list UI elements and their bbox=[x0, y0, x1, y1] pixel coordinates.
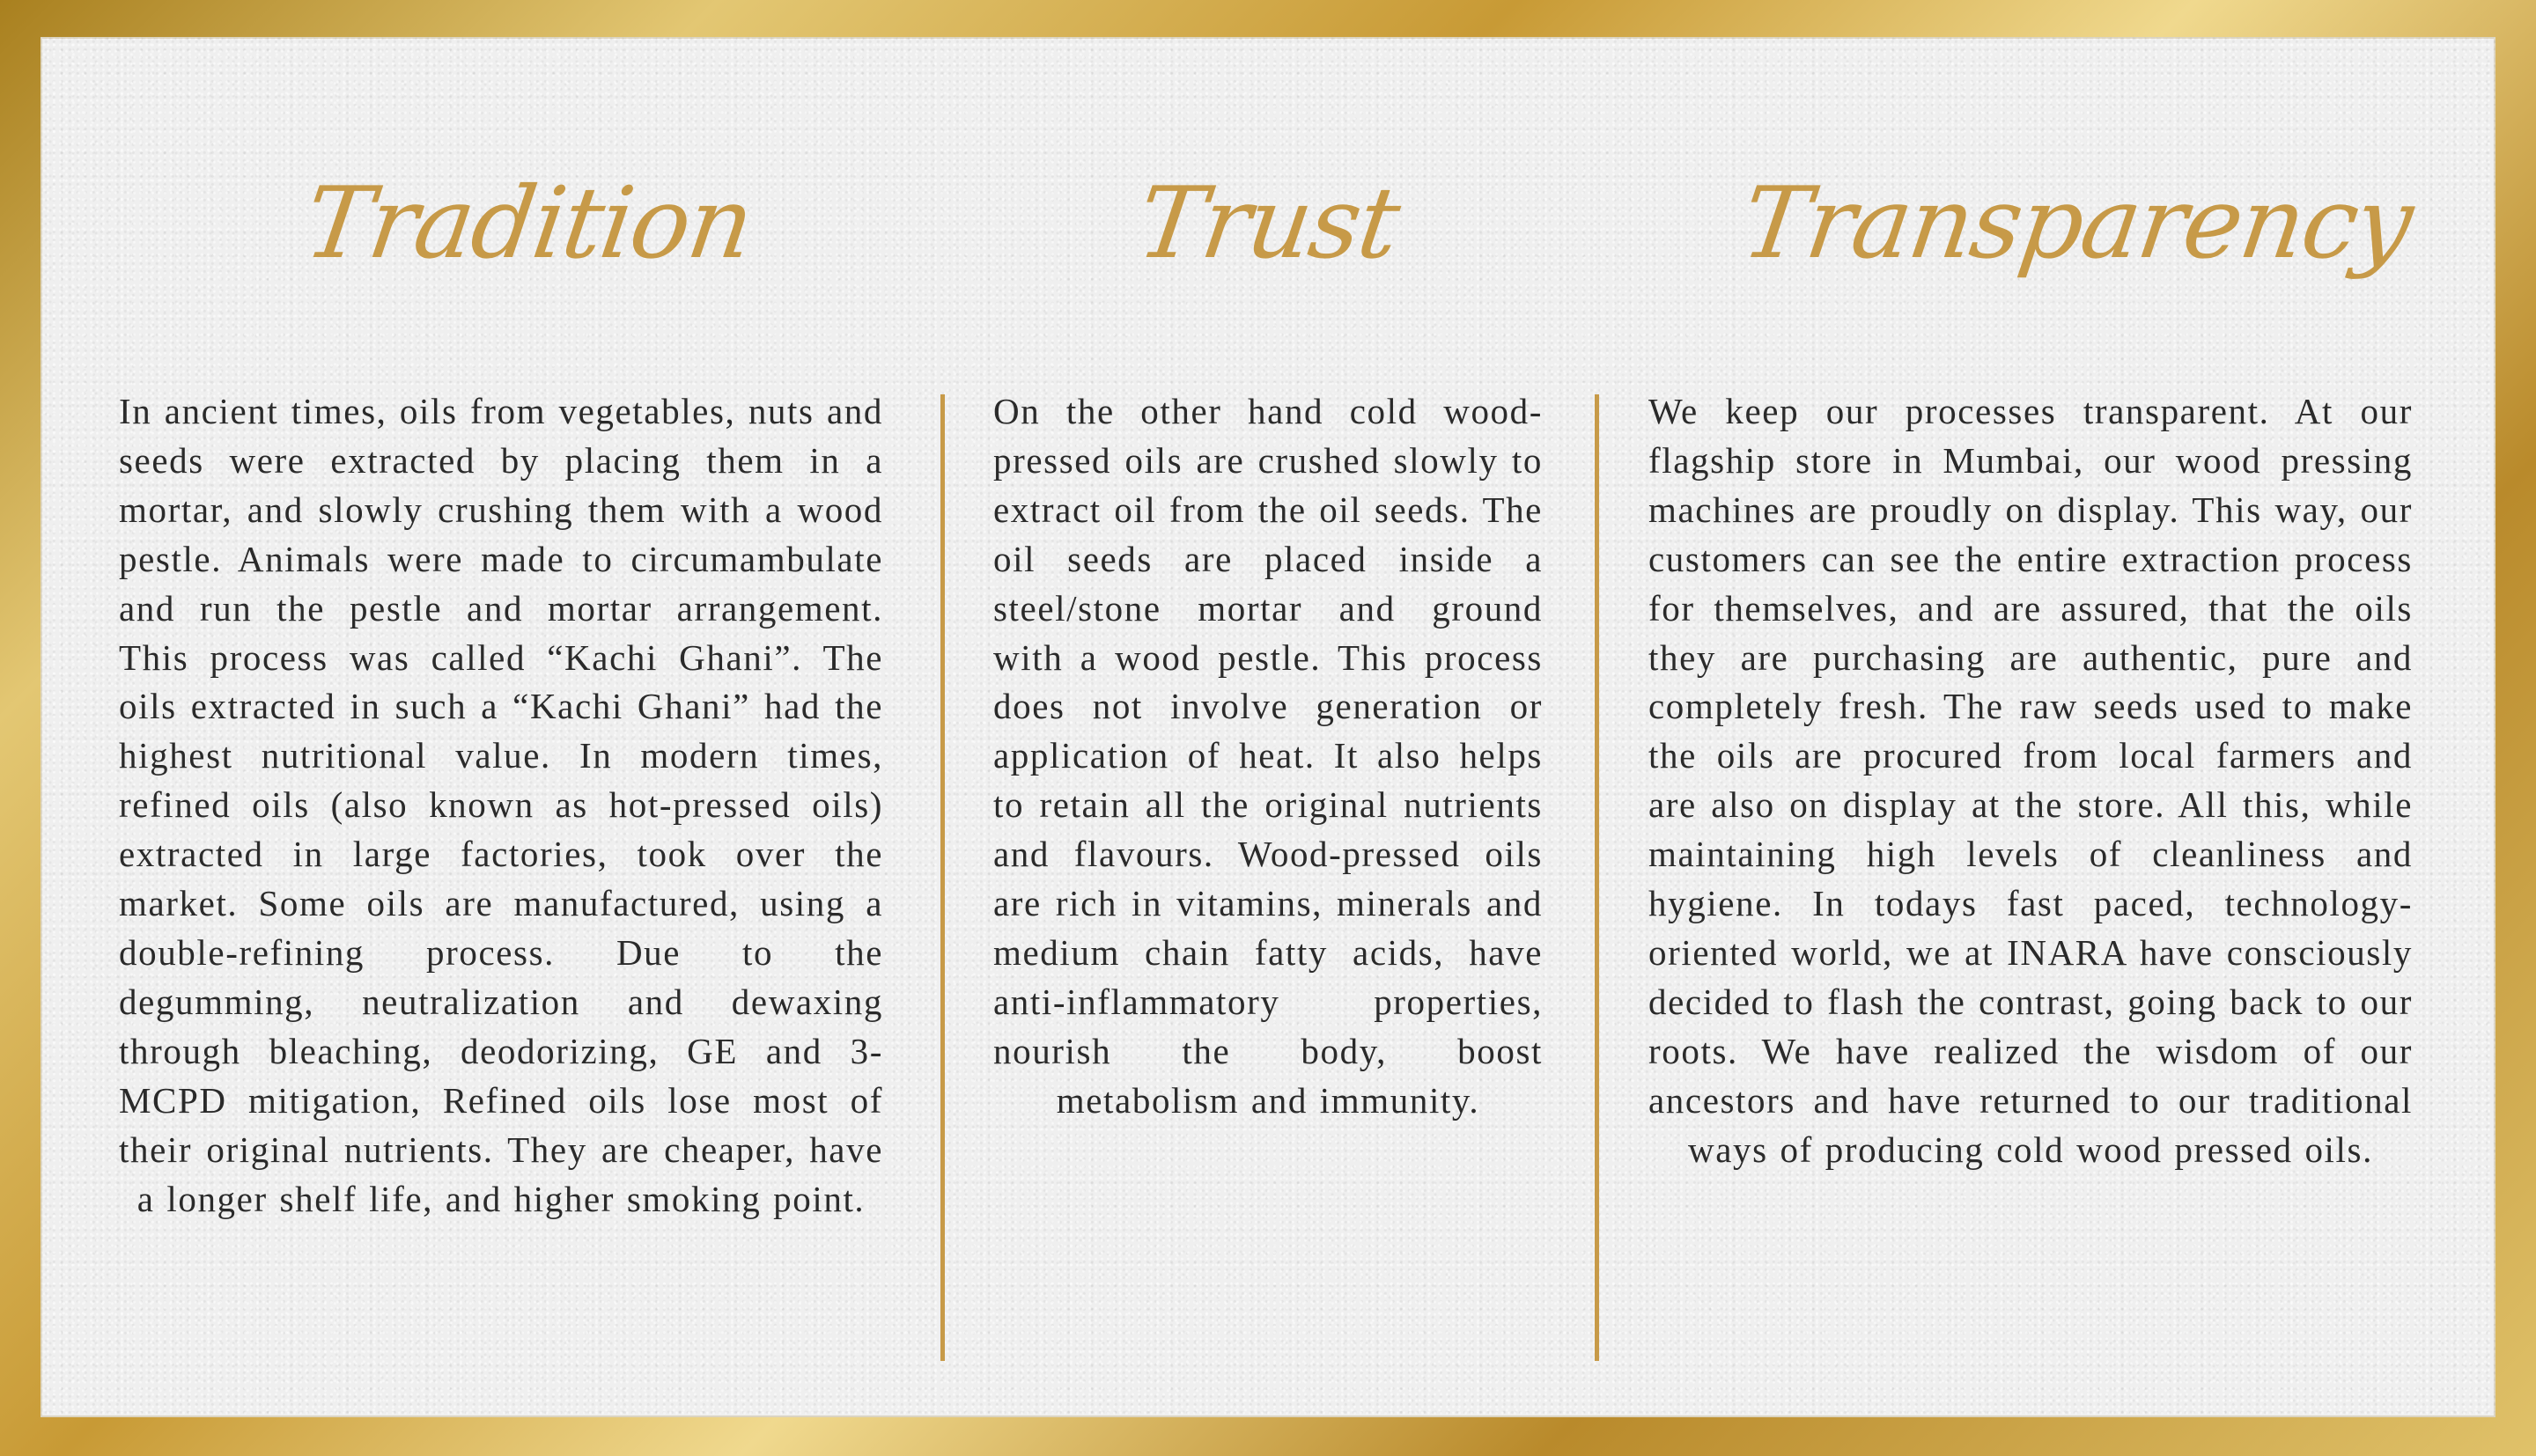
heading-trust: Trust bbox=[1131, 166, 1405, 281]
trust-paragraph: On the other hand cold wood-pressed oils are crushed slowly to extract oil from the oil seeds. The oil seeds are placed inside a steel/stone mortar and ground with a wood pestle. This process does not involve generation or application of heat. It also helps to retain all the original nutrients and flavours. Wood-pressed oils are rich in vitamins, minerals and medium chain fatty acids, have anti-inflammatory properties, nourish the body, boost metabolism and immunity. bbox=[993, 391, 1543, 1121]
transparency-paragraph: We keep our processes transparent. At our flagship store in Mumbai, our wood pressing machines are proudly on display. This way, our customers can see the entire extraction process for themselves, and are assured, that the oils they are purchasing are authentic, pure and completely fresh. The raw seeds used to make the oils are procured from local farmers and are also on display at the store. All this, while maintaining high levels of cleanliness and hygiene. In todays fast paced, technology-oriented world, we at INARA have consciously decided to flash the contrast, going back to our roots. We have realized the wisdom of our ancestors and have returned to our traditional ways of producing cold wood pressed oils. bbox=[1648, 391, 2413, 1170]
tradition-paragraph: In ancient times, oils from vegetables, nuts and seeds were extracted by placing them in a mortar, and slowly crushing them with a wood pestle. Animals were made to circumambulate and run the pestle and mortar arrangement. This process was called “Kachi Ghani”. The oils extracted in such a “Kachi Ghani” had the highest nutritional value. In modern times, refined oils (also known as hot-pressed oils) extracted in large factories, took over the market. Some oils are manufactured, using a double-refining process. Due to the degumming, neutralization and dewaxing through bleaching, deodorizing, GE and 3-MCPD mitigation, Refined oils lose most of their original nutrients. They are cheaper, have a longer shelf life, and higher smoking point. bbox=[119, 391, 883, 1219]
heading-tradition: Tradition bbox=[298, 166, 759, 281]
column-divider-left bbox=[940, 394, 945, 1361]
column-divider-right bbox=[1595, 394, 1599, 1361]
heading-transparency: Transparency bbox=[1735, 166, 2419, 281]
